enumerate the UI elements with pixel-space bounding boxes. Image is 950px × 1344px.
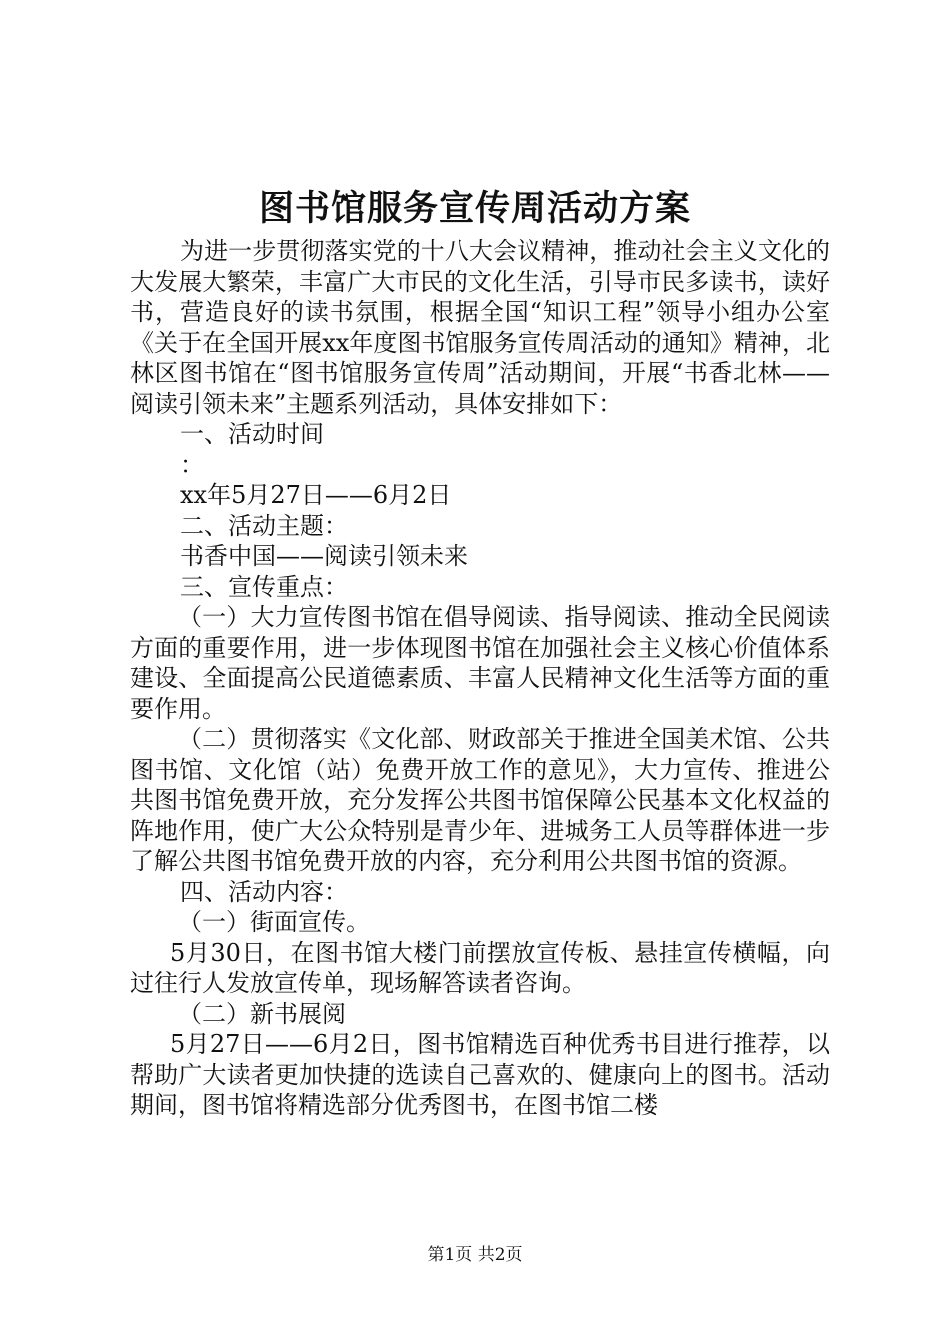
activity-theme-value: 书香中国——阅读引领未来 — [180, 542, 468, 570]
paragraph-intro: 为进一步贯彻落实党的十八大会议精神，推动社会主义文化的大发展大繁荣，丰富广大市民的文化生活，引导市民多读书，读好书，营造良好的读书氛围，根据全国“知识工程”领导小组办公室《关于在全国开展xx年度图书馆服务宣传周活动的通知》精神，北林区图书馆在“图书馆服务宣传周”活动期间，开展“书香北林——阅读引领未来”主题系列活动，具体安排如下： — [130, 237, 830, 418]
document-body — [130, 236, 830, 1121]
paragraph-new-books: 5月27日——6月2日，图书馆精选百种优秀书目进行推荐，以帮助广大读者更加快捷的选读自己喜欢的、健康向上的图书。活动期间，图书馆将精选部分优秀图书，在图书馆二楼 — [130, 1030, 830, 1119]
page-number-footer: 第1页 共2页 — [427, 1245, 523, 1265]
document-title: 图书馆服务宣传周活动方案 — [258, 188, 691, 229]
heading-activity-theme: 二、活动主题： — [180, 511, 348, 540]
heading-publicity-focus: 三、宣传重点： — [180, 572, 348, 601]
heading-activity-time: 一、活动时间 — [180, 420, 324, 448]
activity-time-value: xx年5月27日——6月2日 — [180, 481, 452, 509]
paragraph-focus-2: （二）贯彻落实《文化部、财政部关于推进全国美术馆、公共图书馆、文化馆（站）免费开放工作的意见》，大力宣传、推进公共图书馆免费开放，充分发挥公共图书馆保障公民基本文化权益的阵地作用，使广大公众特别是青少年、进城务工人员等群体进一步了解公共图书馆免费开放的内容，充分利用公共图书馆的资源。 — [130, 725, 830, 875]
paragraph-street-publicity: 5月30日，在图书馆大楼门前摆放宣传板、悬挂宣传横幅，向过往行人发放宣传单，现场解答读者咨询。 — [130, 938, 830, 997]
subheading-new-books: （二）新书展阅 — [178, 999, 346, 1028]
heading-activity-content: 四、活动内容： — [180, 877, 348, 906]
paragraph-focus-1: （一）大力宣传图书馆在倡导阅读、指导阅读、推动全民阅读方面的重要作用，进一步体现图书馆在加强社会主义核心价值体系建设、全面提高公民道德素质、丰富人民精神文化生活等方面的重要作用。 — [130, 603, 830, 723]
colon-line: ： — [180, 450, 204, 479]
subheading-street-publicity: （一）街面宣传。 — [178, 908, 370, 936]
